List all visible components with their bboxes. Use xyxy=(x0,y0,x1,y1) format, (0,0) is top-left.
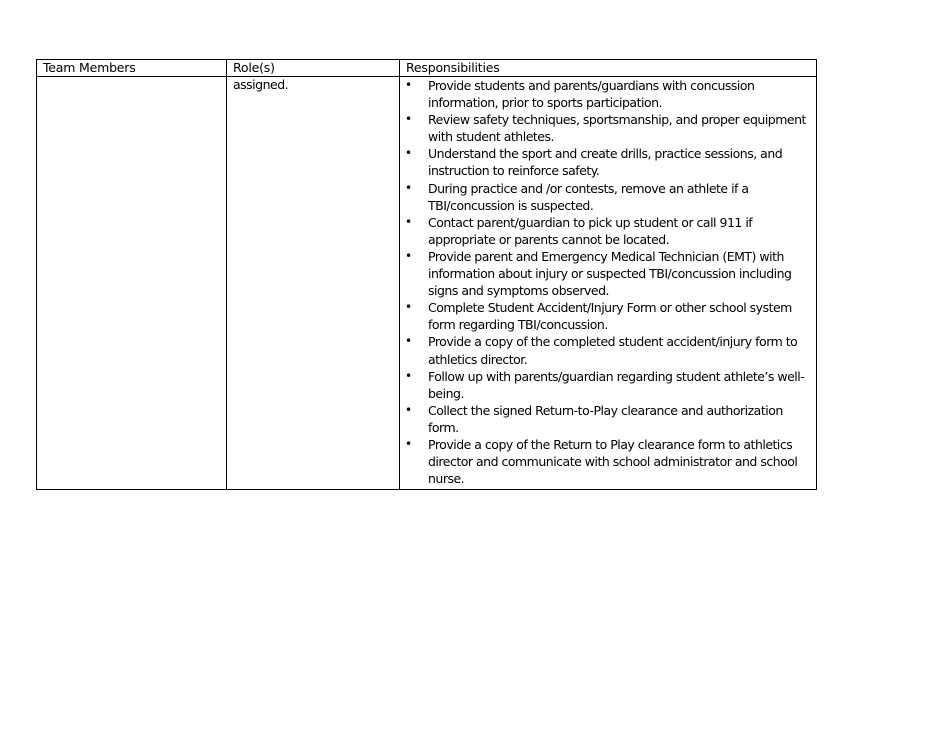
bullet-icon: • xyxy=(405,78,412,92)
header-responsibilities: Responsibilities xyxy=(400,60,817,77)
responsibility-text: Review safety techniques, sportsmanship, and proper equipment with student athletes. xyxy=(428,112,806,145)
responsibility-item xyxy=(400,402,812,436)
responsibility-item xyxy=(400,77,812,111)
responsibility-text: Provide a copy of the Return to Play clearance form to athletics director and communicate with school administrator and school nurse. xyxy=(428,436,798,487)
responsibility-item xyxy=(400,436,812,487)
responsibilities-cell xyxy=(400,77,817,490)
table-row xyxy=(37,77,817,490)
responsibility-item xyxy=(400,368,812,402)
bullet-icon: • xyxy=(405,436,412,451)
responsibility-text: Provide students and parents/guardians with concussion information, prior to sports participation. xyxy=(428,78,755,111)
responsibility-item xyxy=(400,248,812,299)
bullet-icon: • xyxy=(405,402,412,417)
responsibility-text: Complete Student Accident/Injury Form or other school system form regarding TBI/concussion. xyxy=(428,300,792,333)
responsibility-text: Understand the sport and create drills, practice sessions, and instruction to reinforce safety. xyxy=(428,146,783,179)
bullet-icon: • xyxy=(405,112,412,127)
header-roles: Role(s) xyxy=(227,60,400,77)
role-cell: assigned. xyxy=(227,77,400,490)
header-team-members: Team Members xyxy=(37,60,227,77)
responsibility-item xyxy=(400,145,812,179)
responsibility-item xyxy=(400,214,812,248)
responsibility-text: Follow up with parents/guardian regarding student athlete’s well-being. xyxy=(428,368,805,401)
bullet-icon: • xyxy=(405,334,412,349)
bullet-icon: • xyxy=(405,300,412,315)
bullet-icon: • xyxy=(405,180,412,195)
responsibility-item xyxy=(400,299,812,333)
responsibility-text: Provide parent and Emergency Medical Technician (EMT) with information about injury or suspected TBI/concussion including signs and symptoms observed. xyxy=(428,248,792,299)
bullet-icon: • xyxy=(405,368,412,383)
table-header-row xyxy=(37,60,817,77)
bullet-icon: • xyxy=(405,248,412,263)
bullet-icon: • xyxy=(405,214,412,229)
responsibility-item xyxy=(400,333,812,367)
bullet-icon: • xyxy=(405,146,412,161)
responsibility-item xyxy=(400,180,812,214)
responsibilities-list xyxy=(400,77,812,487)
responsibility-item xyxy=(400,111,812,145)
responsibility-text: Provide a copy of the completed student accident/injury form to athletics director. xyxy=(428,334,798,367)
team-members-cell xyxy=(37,77,227,490)
responsibility-text: Collect the signed Return-to-Play clearance and authorization form. xyxy=(428,402,783,435)
responsibility-text: Contact parent/guardian to pick up student or call 911 if appropriate or parents cannot be located. xyxy=(428,214,753,247)
responsibilities-table xyxy=(36,59,817,490)
responsibility-text: During practice and /or contests, remove an athlete if a TBI/concussion is suspected. xyxy=(428,180,749,213)
